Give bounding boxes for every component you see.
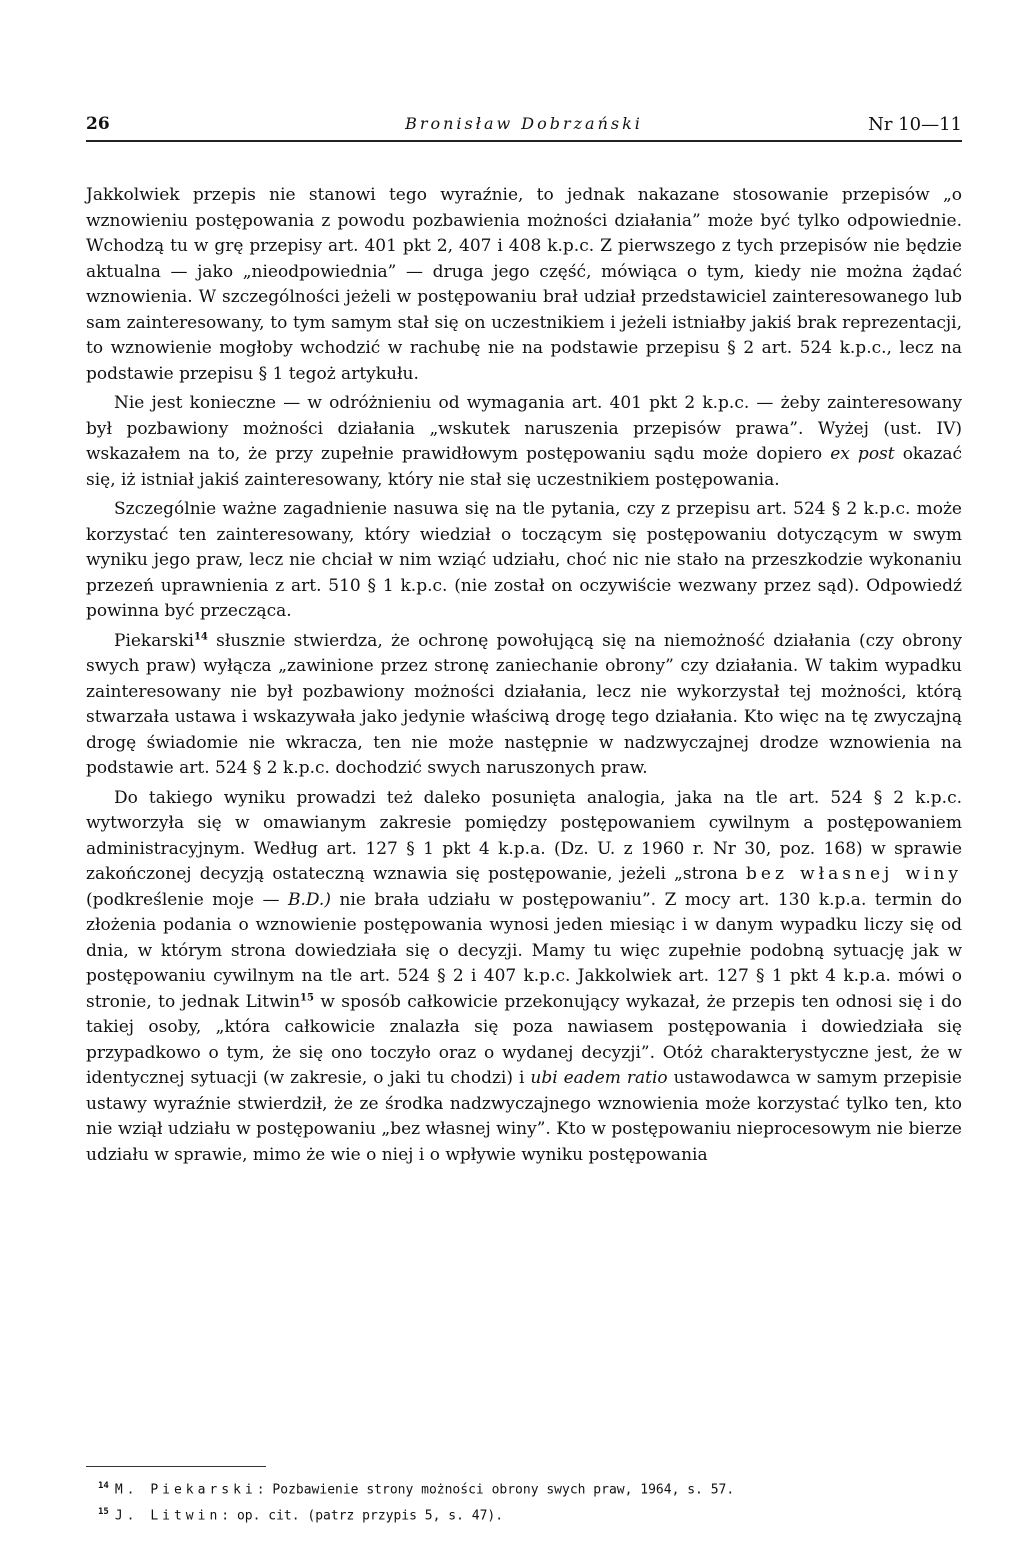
paragraph-2	[86, 391, 962, 493]
paragraph-4-author: Piekarski	[114, 630, 194, 651]
paragraph-2-text-b: okazać się, iż istniał jakiś zainteresowany, który nie stał się uczestnikiem postępowania.	[86, 444, 962, 490]
footnotes	[86, 1476, 962, 1529]
footnote-number: 15	[98, 1507, 109, 1518]
paragraph-4-text: słusznie stwierdza, że ochronę powołującą się na niemożność działania (czy obrony swych praw) wyłącza „zawinione przez stronę zaniechanie obrony” czy działania. W takim wypadku zainteresowany nie był pozbawiony możności działania, lecz nie wykorzystał tej możności, którą stwarzała ustawa i wskazywała jako jedynie właściwą drogę tego działania. Kto więc na tę zwyczajną drogę świadomie nie wkracza, ten nie może następnie w nadzwyczajnej drodze wznowienia na podstawie art. 524 § 2 k.p.c. dochodzić swych naruszonych praw.	[86, 630, 962, 778]
footnote-ref-14[interactable]: 14	[193, 630, 208, 642]
running-head-author: Bronisław Dobrzański	[405, 114, 643, 133]
footnote-14	[98, 1476, 962, 1500]
article-body	[86, 183, 962, 1172]
paragraph-5-latin: ubi eadem ratio	[530, 1068, 668, 1088]
paragraph-5-text-a: Do takiego wyniku prowadzi też daleko posunięta analogia, jaka na tle art. 524 § 2 k.p.c. wytworzyła się w omawianym zakresie pomiędzy postępowaniem cywilnym a postępowaniem administracyjnym. Według art. 127 § 1 pkt 4 k.p.a. (Dz. U. z 1960 r. Nr 30, poz. 168) w sprawie zakończonej decyzją ostateczną wznawia się postępowanie, jeżeli „strona	[86, 787, 962, 884]
footnote-author: J. Litwin	[114, 1508, 222, 1524]
paragraph-1: Jakkolwiek przepis nie stanowi tego wyraźnie, to jednak nakazane stosowanie przepisów „o wznowieniu postępowania z powodu pozbawienia możności działania” może być tylko odpowiednie. Wchodzą tu w grę przepisy art. 401 pkt 2, 407 i 408 k.p.c. Z pierwszego z tych przepisów nie będzie aktualna — jako „nieodpowiednia” — druga jego część, mówiąca o tym, kiedy nie można żądać wznowienia. W szczególności jeżeli w postępowaniu brał udział przedstawiciel zainteresowanego lub sam zainteresowany, to tym samym stał się on uczestnikiem i jeżeli istniałby jakiś brak reprezentacji, to wznowienie mogłoby wchodzić w rachubę nie na podstawie przepisu § 2 art. 524 k.p.c., lecz na podstawie przepisu § 1 tegoż artykułu.	[86, 185, 962, 384]
paragraph-5-text-b: (podkreślenie moje —	[86, 889, 288, 910]
footnote-number: 14	[98, 1481, 109, 1491]
paragraph-4	[86, 629, 962, 782]
paragraph-5-spaced-emphasis: bez własnej winy	[746, 864, 962, 884]
paragraph-5-initials: B.D.)	[288, 889, 331, 910]
footnote-text: : op. cit. (patrz przypis 5, s. 47).	[221, 1508, 504, 1524]
footnote-text: : Pozbawienie strony możności obrony swych praw, 1964, s. 57.	[256, 1482, 735, 1498]
page-number: 26	[86, 114, 110, 134]
footnote-ref-15[interactable]: 15	[300, 991, 314, 1003]
paragraph-5-text-c: nie brała udziału w postępowaniu”. Z mocy art. 130 k.p.a. termin do złożenia podania o wznowienie postępowania wynosi jeden miesiąc i w danym wypadku liczy się od dnia, w którym strona dowiedziała się o decyzji. Mamy tu więc zupełnie podobną sytuację jak w postępowaniu cywilnym na tle art. 524 § 2 i 407 k.p.c. Jakkolwiek art. 127 § 1 pkt 4 k.p.a. mówi o stronie, to jednak Litwin	[86, 889, 962, 1012]
paragraph-5	[86, 786, 962, 1169]
footnote-author: M. Piekarski	[114, 1482, 257, 1498]
paragraph-3: Szczególnie ważne zagadnienie nasuwa się na tle pytania, czy z przepisu art. 524 § 2 k.p.c. może korzystać ten zainteresowany, który wiedział o toczącym się postępowaniu dotyczącym w swym wyniku jego praw, lecz nie chciał w nim wziąć udziału, choć nic nie stało na przeszkodzie wykonaniu przezeń uprawnienia z art. 510 § 1 k.p.c. (nie został on oczywiście wezwany przez sąd). Odpowiedź powinna być przecząca.	[86, 499, 962, 621]
footnote-15	[98, 1502, 962, 1526]
paragraph-2-text-a: Nie jest konieczne — w odróżnieniu od wymagania art. 401 pkt 2 k.p.c. — żeby zainteresowany był pozbawiony możności działania „wskutek naruszenia przepisów prawa”. Wyżej (ust. IV) wskazałem na to, że przy zupełnie prawidłowym postępowaniu sądu może dopiero	[86, 393, 962, 464]
paragraph-5-text-d: w sposób całkowicie przekonujący wykazał, że przepis ten odnosi się i do takiej osoby, „która całkowicie znalazła się poza nawiasem postępowania i dowiedziała się przypadkowo o tym, że się ono toczyło oraz o wydanej decyzji”. Otóż charakterystyczne jest, że w identycznej sytuacji (w zakresie, o jaki tu chodzi) i	[86, 991, 963, 1088]
paragraph-2-italic: ex post	[830, 444, 895, 464]
footnote-divider	[86, 1466, 266, 1467]
issue-number: Nr 10—11	[868, 114, 962, 135]
running-header	[86, 100, 962, 142]
paragraph-5-text-e: ustawodawca w samym przepisie ustawy wyraźnie stwierdził, że ze środka nadzwyczajnego wznowienia może korzystać tylko ten, kto nie wziął udziału w postępowaniu „bez własnej winy”. Kto w postępowaniu nieprocesowym nie bierze udziału w sprawie, mimo że wie o niej i o wpływie wyniku postępowania	[86, 1068, 962, 1165]
